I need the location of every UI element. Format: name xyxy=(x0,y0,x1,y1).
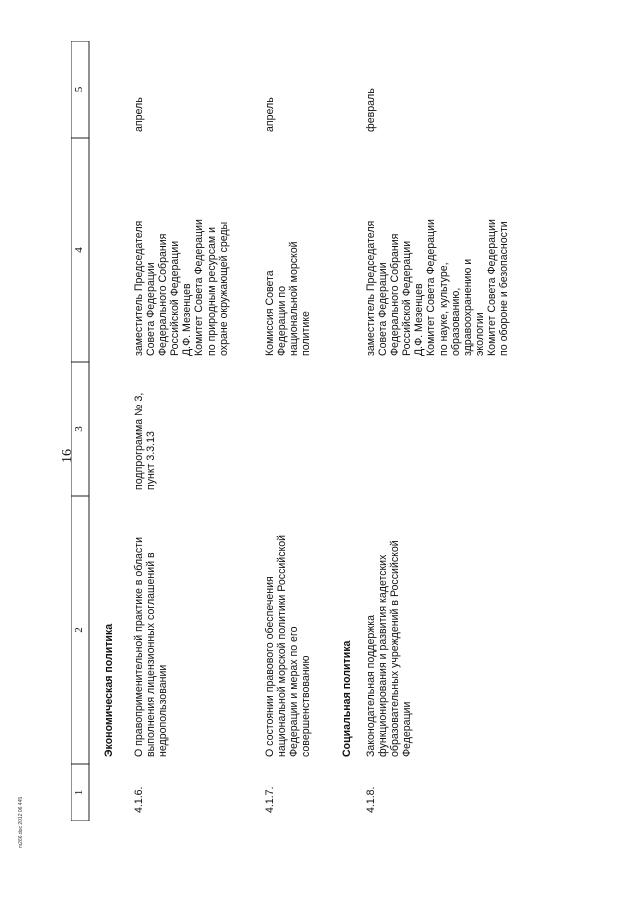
row-title xyxy=(264,535,312,757)
row-responsible xyxy=(365,219,510,356)
column-header-3: 3 xyxy=(73,426,85,432)
column-header-4: 4 xyxy=(73,247,85,253)
row-responsible xyxy=(133,219,230,356)
row-responsible-line: Федерации по xyxy=(276,285,289,356)
row-responsible-line: по природным ресурсам и xyxy=(205,226,218,356)
row-responsible-line: Совета Федерации xyxy=(145,262,158,356)
page-number: 16 xyxy=(60,449,75,463)
row-title-line: О правоприменительной практике в области xyxy=(133,537,145,757)
row-responsible-line: заместитель Председателя xyxy=(365,220,377,356)
row-basis xyxy=(133,393,157,490)
row-title-line: Законодательная поддержка xyxy=(365,614,377,757)
section-heading-economic: Экономическая политика xyxy=(103,623,115,757)
row-responsible-line: Д.Ф. Мезенцев xyxy=(181,283,194,356)
row-responsible-line: Комитет Совета Федерации xyxy=(193,219,206,356)
row-title xyxy=(365,540,413,757)
row-title-line: О состоянии правового обеспечения xyxy=(264,576,276,757)
row-responsible-line: здравоохранению и xyxy=(461,258,474,356)
row-responsible-line: экологии xyxy=(473,312,486,356)
column-header-5: 5 xyxy=(73,86,85,93)
row-responsible-line: охране окружающей среды xyxy=(217,221,230,356)
row-title-line: недропользовании xyxy=(157,664,170,757)
row-responsible-line: Комитет Совета Федерации xyxy=(425,219,438,356)
row-responsible-line: Д.Ф. Мезенцев xyxy=(413,283,426,356)
section-heading-social: Социальная политика xyxy=(341,640,353,757)
row-title xyxy=(133,537,169,757)
row-title-line: совершенствованию xyxy=(300,655,313,757)
row-number: 4.1.8. xyxy=(365,786,377,813)
row-responsible-line: Федерального Собрания xyxy=(389,233,402,356)
row-deadline: апрель xyxy=(264,97,276,132)
row-responsible-line: по обороне и безопасности xyxy=(498,221,511,356)
row-title-line: Федерации xyxy=(401,701,414,757)
row-deadline: апрель xyxy=(133,97,145,132)
plan-table xyxy=(71,41,583,821)
row-responsible-line: Совета Федерации xyxy=(377,262,390,356)
row-title-line: национальной морской политики Российской xyxy=(276,534,289,757)
row-responsible-line: Российской Федерации xyxy=(169,240,182,356)
row-number: 4.1.6. xyxy=(133,786,145,813)
row-responsible-line: Федерального Собрания xyxy=(157,233,170,356)
row-responsible-line: заместитель Председателя xyxy=(133,220,145,356)
row-title-line: выполнения лицензионных соглашений в xyxy=(145,552,158,757)
row-responsible-line: по науке, культуре, xyxy=(437,262,450,356)
row-number: 4.1.7. xyxy=(264,786,276,813)
row-responsible-line: Комитет Совета Федерации xyxy=(485,219,498,356)
row-title-line: функционирования и развития кадетских xyxy=(377,554,390,757)
row-deadline: февраль xyxy=(365,88,377,132)
row-title-line: образовательных учреждений в Российской xyxy=(389,540,402,757)
row-basis-line: пункт 3.3.13 xyxy=(145,431,158,490)
row-responsible xyxy=(264,241,312,356)
row-responsible-line: национальной морской xyxy=(288,241,301,356)
row-responsible-line: образованию, xyxy=(449,287,462,356)
file-reference-note: m266.doc 2012 06 445 xyxy=(18,796,24,848)
row-responsible-line: Российской Федерации xyxy=(401,240,414,356)
row-responsible-line: Комиссия Совета xyxy=(264,270,276,356)
row-title-line: Федерации и мерах по его xyxy=(288,626,301,757)
column-header-2: 2 xyxy=(73,627,85,633)
column-header-1: 1 xyxy=(73,789,85,796)
row-basis-line: подпрограмма № 3, xyxy=(133,392,145,490)
row-responsible-line: политике xyxy=(300,311,313,356)
